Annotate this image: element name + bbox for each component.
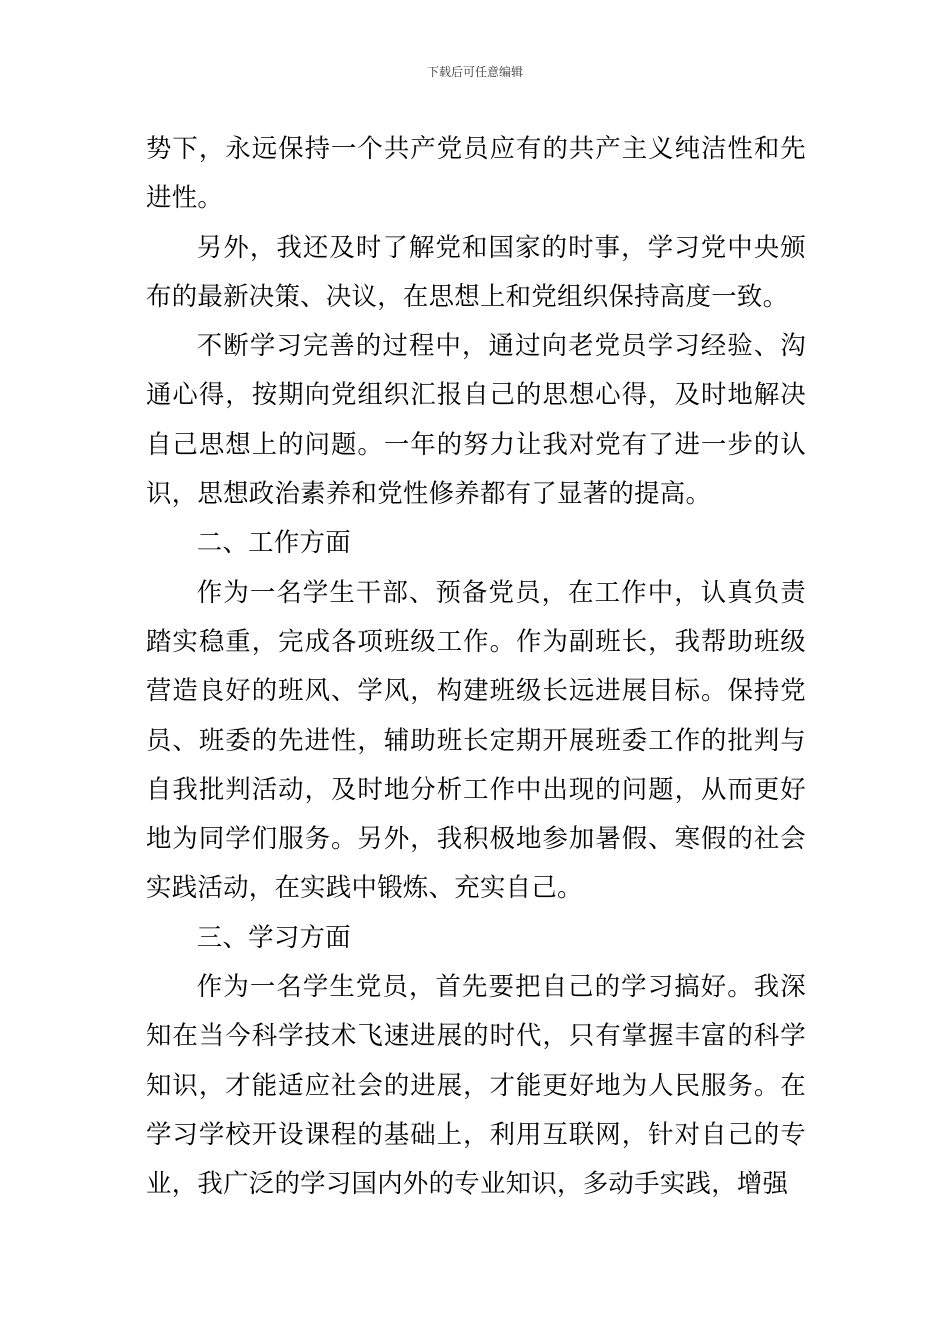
page-header: 下载后可任意编辑: [426, 65, 523, 79]
document-body: [146, 124, 806, 1209]
paragraph-current-affairs: 另外，我还及时了解党和国家的时事，学习党中央颁布的最新决策、决议，在思想上和党组织保持高度一致。: [146, 231, 806, 311]
section-heading-study: 三、学习方面: [196, 921, 351, 952]
paragraph-continuation: 势下，永远保持一个共产党员应有的共产主义纯洁性和先进性。: [146, 133, 806, 213]
paragraph-study: 作为一名学生党员，首先要把自己的学习搞好。我深知在当今科学技术飞速进展的时代，只有掌握丰富的科学知识，才能适应社会的进展，才能更好地为人民服务。在学习学校开设课程的基础上，利用互联网，针对自己的专业，我广泛的学习国内外的专业知识，多动手实践，增强: [146, 971, 806, 1199]
section-heading-work: 二、工作方面: [196, 527, 351, 558]
paragraph-self-improvement: 不断学习完善的过程中，通过向老党员学习经验、沟通心得，按期向党组织汇报自己的思想心得，及时地解决自己思想上的问题。一年的努力让我对党有了进一步的认识，思想政治素养和党性修养都有了显著的提高。: [146, 330, 806, 509]
paragraph-work: 作为一名学生干部、预备党员，在工作中，认真负责踏实稳重，完成各项班级工作。作为副班长，我帮助班级营造良好的班风、学风，构建班级长远进展目标。保持党员、班委的先进性，辅助班长定期开展班委工作的批判与自我批判活动，及时地分析工作中出现的问题，从而更好地为同学们服务。另外，我积极地参加暑假、寒假的社会实践活动，在实践中锻炼、充实自己。: [146, 576, 806, 903]
